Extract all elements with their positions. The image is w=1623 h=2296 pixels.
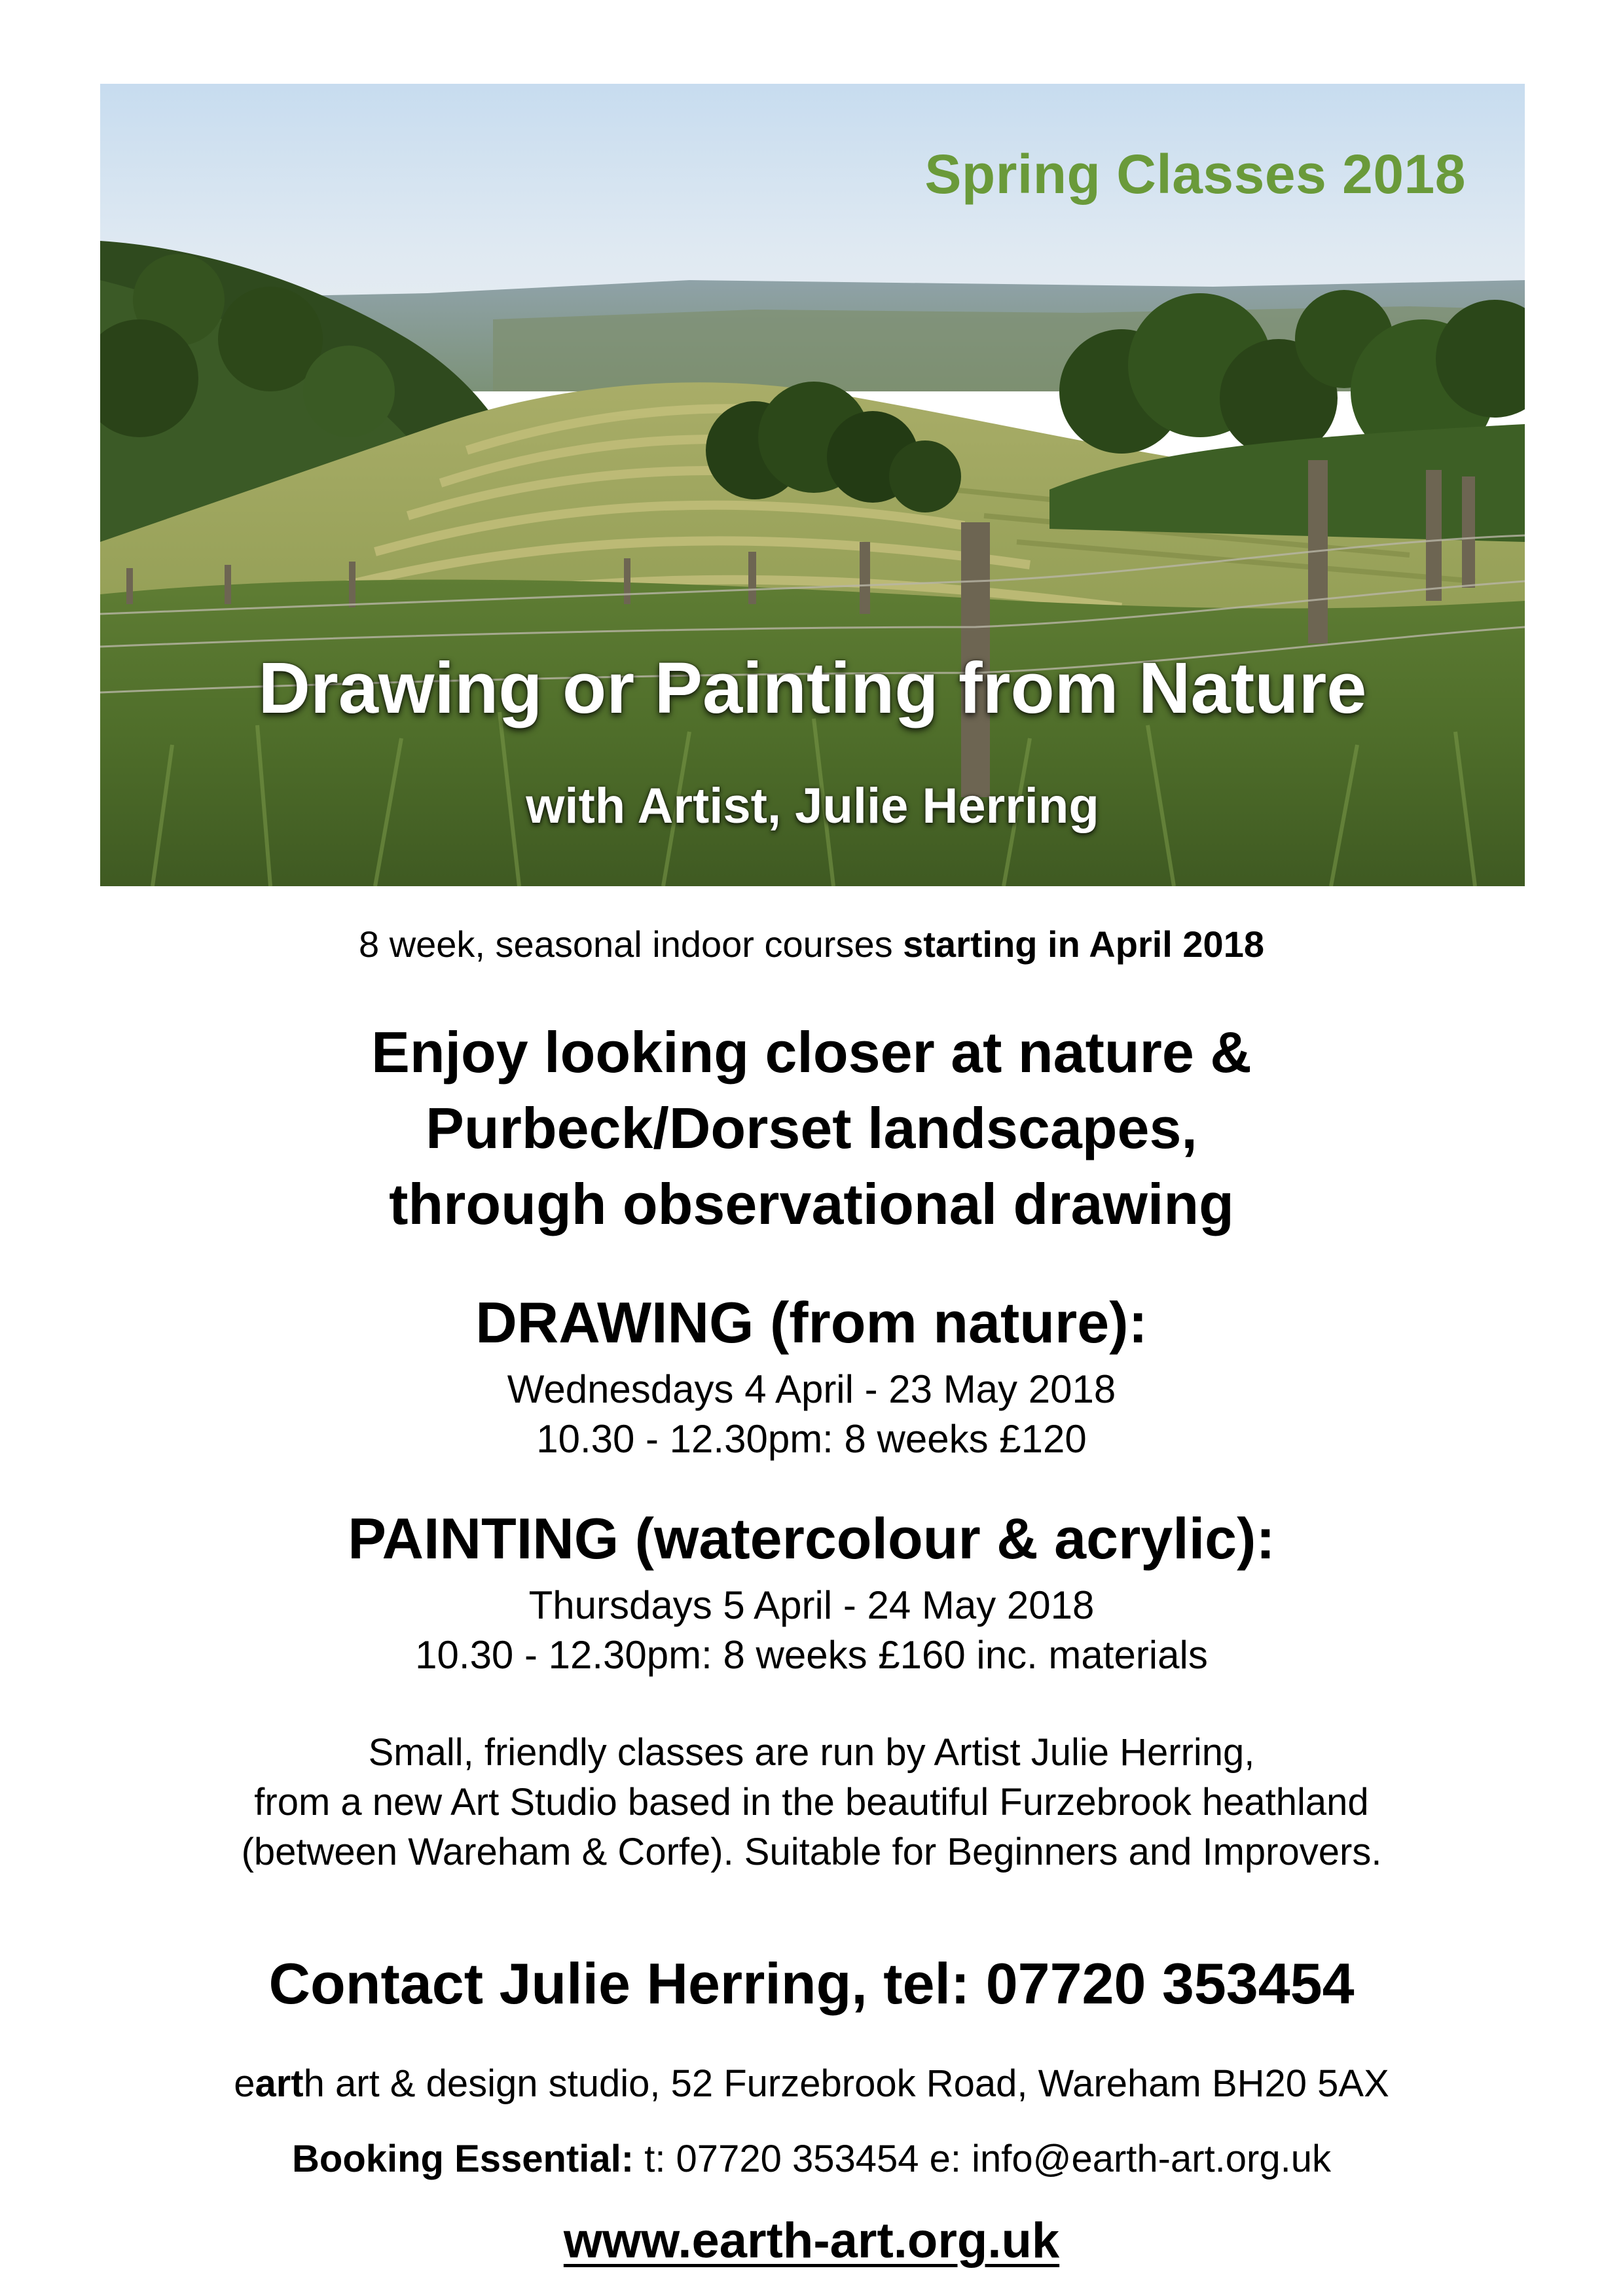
brand-bold: art <box>255 2062 304 2105</box>
course-intro <box>0 923 1623 965</box>
website <box>0 2212 1623 2269</box>
headline-line: Enjoy looking closer at nature & <box>371 1020 1252 1085</box>
intro-text: 8 week, seasonal indoor courses <box>359 924 903 965</box>
headline-line: Purbeck/Dorset landscapes, <box>426 1096 1197 1160</box>
painting-course-time-price: 10.30 - 12.30pm: 8 weeks £160 inc. materials <box>415 1633 1208 1677</box>
brand-prefix: e <box>234 2062 255 2105</box>
booking-details: t: 07720 353454 e: info@earth-art.org.uk <box>634 2138 1331 2180</box>
painting-course-title: PAINTING (watercolour & acrylic): <box>348 1506 1275 1571</box>
intro-emphasis: starting in April 2018 <box>903 924 1264 965</box>
website-link[interactable]: www.earth-art.org.uk <box>563 2213 1060 2269</box>
season-heading: Spring Classes 2018 <box>924 143 1466 205</box>
about-line: from a new Art Studio based in the beautiful Furzebrook heathland <box>254 1781 1369 1823</box>
address-text: h art & design studio, 52 Furzebrook Road, Wareham BH20 5AX <box>303 2062 1389 2105</box>
drawing-course-title: DRAWING (from nature): <box>475 1290 1148 1355</box>
headline-line: through observational drawing <box>389 1172 1234 1236</box>
drawing-course-time-price: 10.30 - 12.30pm: 8 weeks £120 <box>536 1417 1087 1461</box>
about-line: (between Wareham & Corfe). Suitable for Beginners and Improvers. <box>241 1831 1382 1873</box>
studio-address <box>0 2062 1623 2106</box>
poster-subtitle: with Artist, Julie Herring <box>526 778 1099 834</box>
contact-heading: Contact Julie Herring, tel: 07720 353454 <box>268 1951 1355 2016</box>
drawing-course-dates: Wednesdays 4 April - 23 May 2018 <box>507 1367 1116 1411</box>
hero-photo <box>100 84 1525 886</box>
painting-course-dates: Thursdays 5 April - 24 May 2018 <box>528 1583 1095 1627</box>
poster-title: Drawing or Painting from Nature <box>258 648 1367 728</box>
headline <box>0 1014 1623 1242</box>
about-line: Small, friendly classes are run by Artist Julie Herring, <box>368 1731 1255 1774</box>
booking-line <box>0 2137 1623 2181</box>
booking-label: Booking Essential: <box>292 2138 634 2180</box>
about-paragraph <box>0 1728 1623 1877</box>
